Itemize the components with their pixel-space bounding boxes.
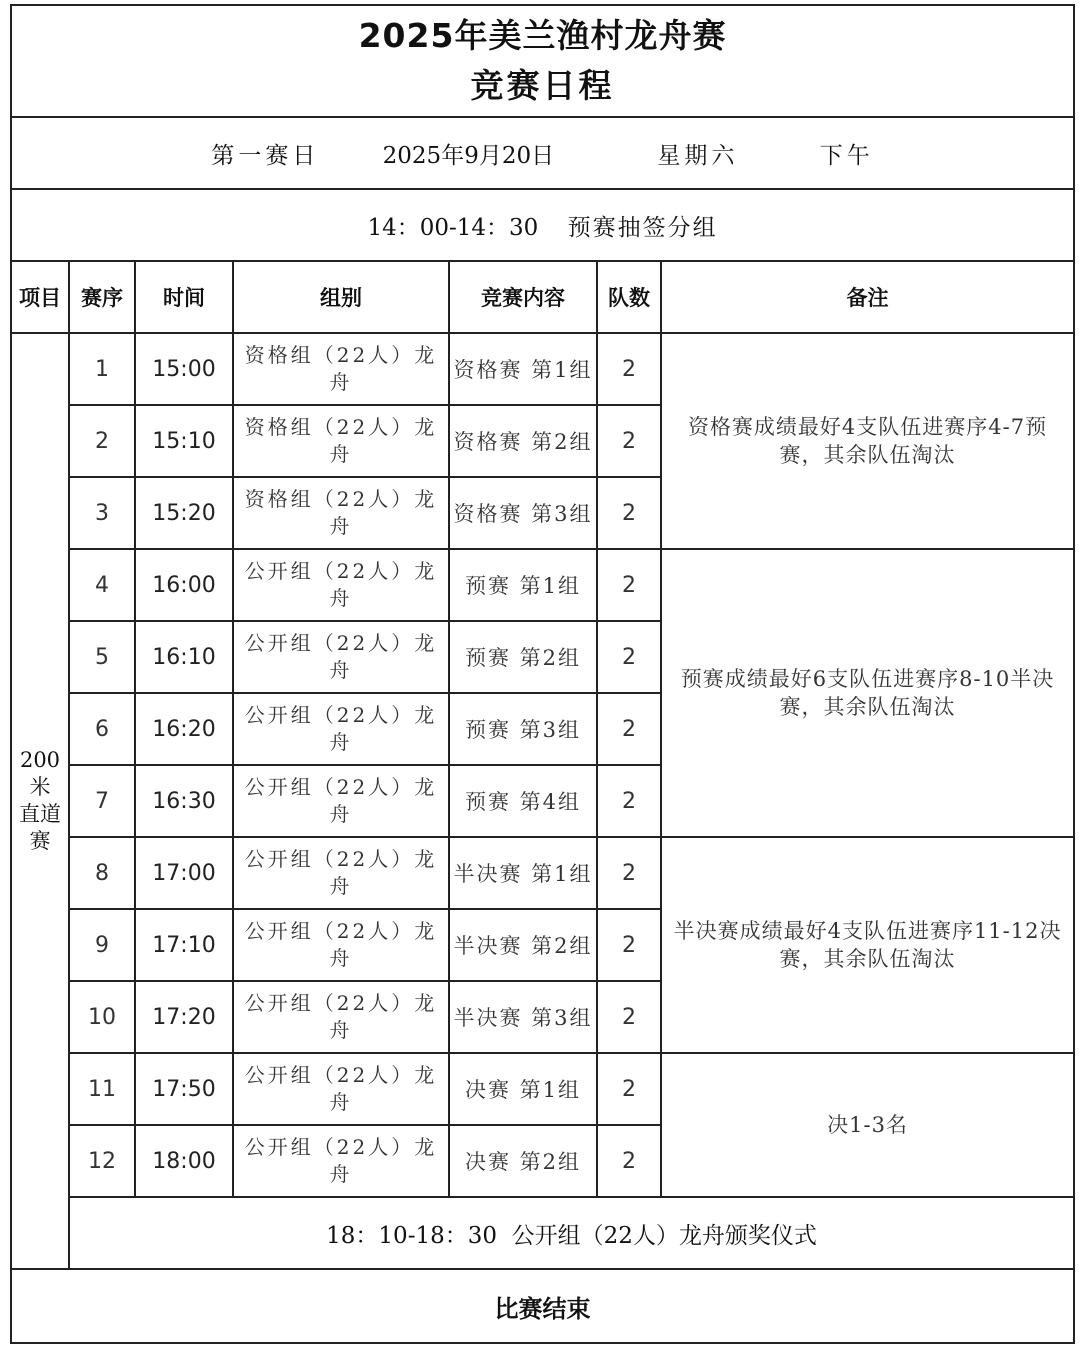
time-cell: 16:10 (135, 621, 233, 693)
day-weekday: 星期六 (657, 142, 739, 169)
seq-cell: 2 (69, 405, 135, 477)
header-note: 备注 (661, 261, 1074, 333)
seq-cell: 6 (69, 693, 135, 765)
header-project: 项目 (11, 261, 69, 333)
schedule-table (10, 4, 1075, 1344)
content-cell: 资格赛 第1组 (449, 333, 597, 405)
content-cell: 预赛 第3组 (449, 693, 597, 765)
teams-cell: 2 (597, 981, 661, 1053)
teams-cell: 2 (597, 909, 661, 981)
time-cell: 15:10 (135, 405, 233, 477)
group-cell: 公开组（22人）龙舟 (233, 693, 449, 765)
seq-cell: 3 (69, 477, 135, 549)
time-cell: 16:20 (135, 693, 233, 765)
group-cell: 公开组（22人）龙舟 (233, 549, 449, 621)
content-cell: 半决赛 第1组 (449, 837, 597, 909)
award-ceremony: 18：10-18：30 公开组（22人）龙舟颁奖仪式 (69, 1197, 1074, 1269)
teams-cell: 2 (597, 837, 661, 909)
group-cell: 公开组（22人）龙舟 (233, 837, 449, 909)
table-row (11, 1053, 1074, 1125)
group-cell: 公开组（22人）龙舟 (233, 909, 449, 981)
teams-cell: 2 (597, 693, 661, 765)
project-line: 赛 (29, 829, 51, 853)
project-line: 200 (19, 748, 61, 772)
table-row (11, 333, 1074, 405)
teams-cell: 2 (597, 765, 661, 837)
day-info (11, 117, 1074, 189)
time-cell: 17:50 (135, 1053, 233, 1125)
group-cell: 资格组（22人）龙舟 (233, 405, 449, 477)
seq-cell: 9 (69, 909, 135, 981)
page-title: 2025年美兰渔村龙舟赛 (358, 16, 727, 55)
time-cell: 15:20 (135, 477, 233, 549)
group-cell: 公开组（22人）龙舟 (233, 1125, 449, 1197)
group-cell: 公开组（22人）龙舟 (233, 1053, 449, 1125)
teams-cell: 2 (597, 621, 661, 693)
content-cell: 半决赛 第3组 (449, 981, 597, 1053)
seq-cell: 10 (69, 981, 135, 1053)
teams-cell: 2 (597, 1053, 661, 1125)
content-cell: 资格赛 第3组 (449, 477, 597, 549)
draw-text: 预赛抽签分组 (567, 214, 718, 241)
header-group: 组别 (233, 261, 449, 333)
title-cell (11, 5, 1074, 117)
group-cell: 公开组（22人）龙舟 (233, 765, 449, 837)
table-row (11, 549, 1074, 621)
time-cell: 17:20 (135, 981, 233, 1053)
teams-cell: 2 (597, 549, 661, 621)
seq-cell: 12 (69, 1125, 135, 1197)
time-cell: 18:00 (135, 1125, 233, 1197)
seq-cell: 7 (69, 765, 135, 837)
note-cell: 资格赛成绩最好4支队伍进赛序4-7预赛，其余队伍淘汰 (661, 333, 1074, 549)
seq-cell: 4 (69, 549, 135, 621)
day-date: 2025年9月20日 (382, 142, 555, 169)
content-cell: 半决赛 第2组 (449, 909, 597, 981)
content-cell: 预赛 第1组 (449, 549, 597, 621)
day-label: 第一赛日 (211, 142, 320, 169)
header-seq: 赛序 (69, 261, 135, 333)
time-cell: 17:10 (135, 909, 233, 981)
content-cell: 预赛 第4组 (449, 765, 597, 837)
time-cell: 16:30 (135, 765, 233, 837)
seq-cell: 5 (69, 621, 135, 693)
teams-cell: 2 (597, 1125, 661, 1197)
project-line: 直道 (19, 802, 61, 826)
time-cell: 17:00 (135, 837, 233, 909)
teams-cell: 2 (597, 405, 661, 477)
time-cell: 16:00 (135, 549, 233, 621)
seq-cell: 1 (69, 333, 135, 405)
content-cell: 资格赛 第2组 (449, 405, 597, 477)
note-cell: 预赛成绩最好6支队伍进赛序8-10半决赛，其余队伍淘汰 (661, 549, 1074, 837)
content-cell: 决赛 第1组 (449, 1053, 597, 1125)
seq-cell: 8 (69, 837, 135, 909)
time-cell: 15:00 (135, 333, 233, 405)
note-cell: 半决赛成绩最好4支队伍进赛序11-12决赛，其余队伍淘汰 (661, 837, 1074, 1053)
project-line: 米 (29, 775, 51, 799)
day-period: 下午 (819, 142, 874, 169)
teams-cell: 2 (597, 477, 661, 549)
header-time: 时间 (135, 261, 233, 333)
content-cell: 预赛 第2组 (449, 621, 597, 693)
page-subtitle: 竞赛日程 (470, 66, 615, 105)
seq-cell: 11 (69, 1053, 135, 1125)
group-cell: 资格组（22人）龙舟 (233, 333, 449, 405)
draw-session (11, 189, 1074, 261)
teams-cell: 2 (597, 333, 661, 405)
group-cell: 资格组（22人）龙舟 (233, 477, 449, 549)
end-banner: 比赛结束 (11, 1269, 1074, 1343)
content-cell: 决赛 第2组 (449, 1125, 597, 1197)
header-teams: 队数 (597, 261, 661, 333)
table-row (11, 837, 1074, 909)
header-content: 竞赛内容 (449, 261, 597, 333)
draw-time: 14：00-14：30 (367, 214, 539, 241)
group-cell: 公开组（22人）龙舟 (233, 981, 449, 1053)
note-cell: 决1-3名 (661, 1053, 1074, 1197)
group-cell: 公开组（22人）龙舟 (233, 621, 449, 693)
schedule-sheet (10, 4, 1073, 1356)
header-row (11, 261, 1074, 333)
project-cell (11, 333, 69, 1269)
